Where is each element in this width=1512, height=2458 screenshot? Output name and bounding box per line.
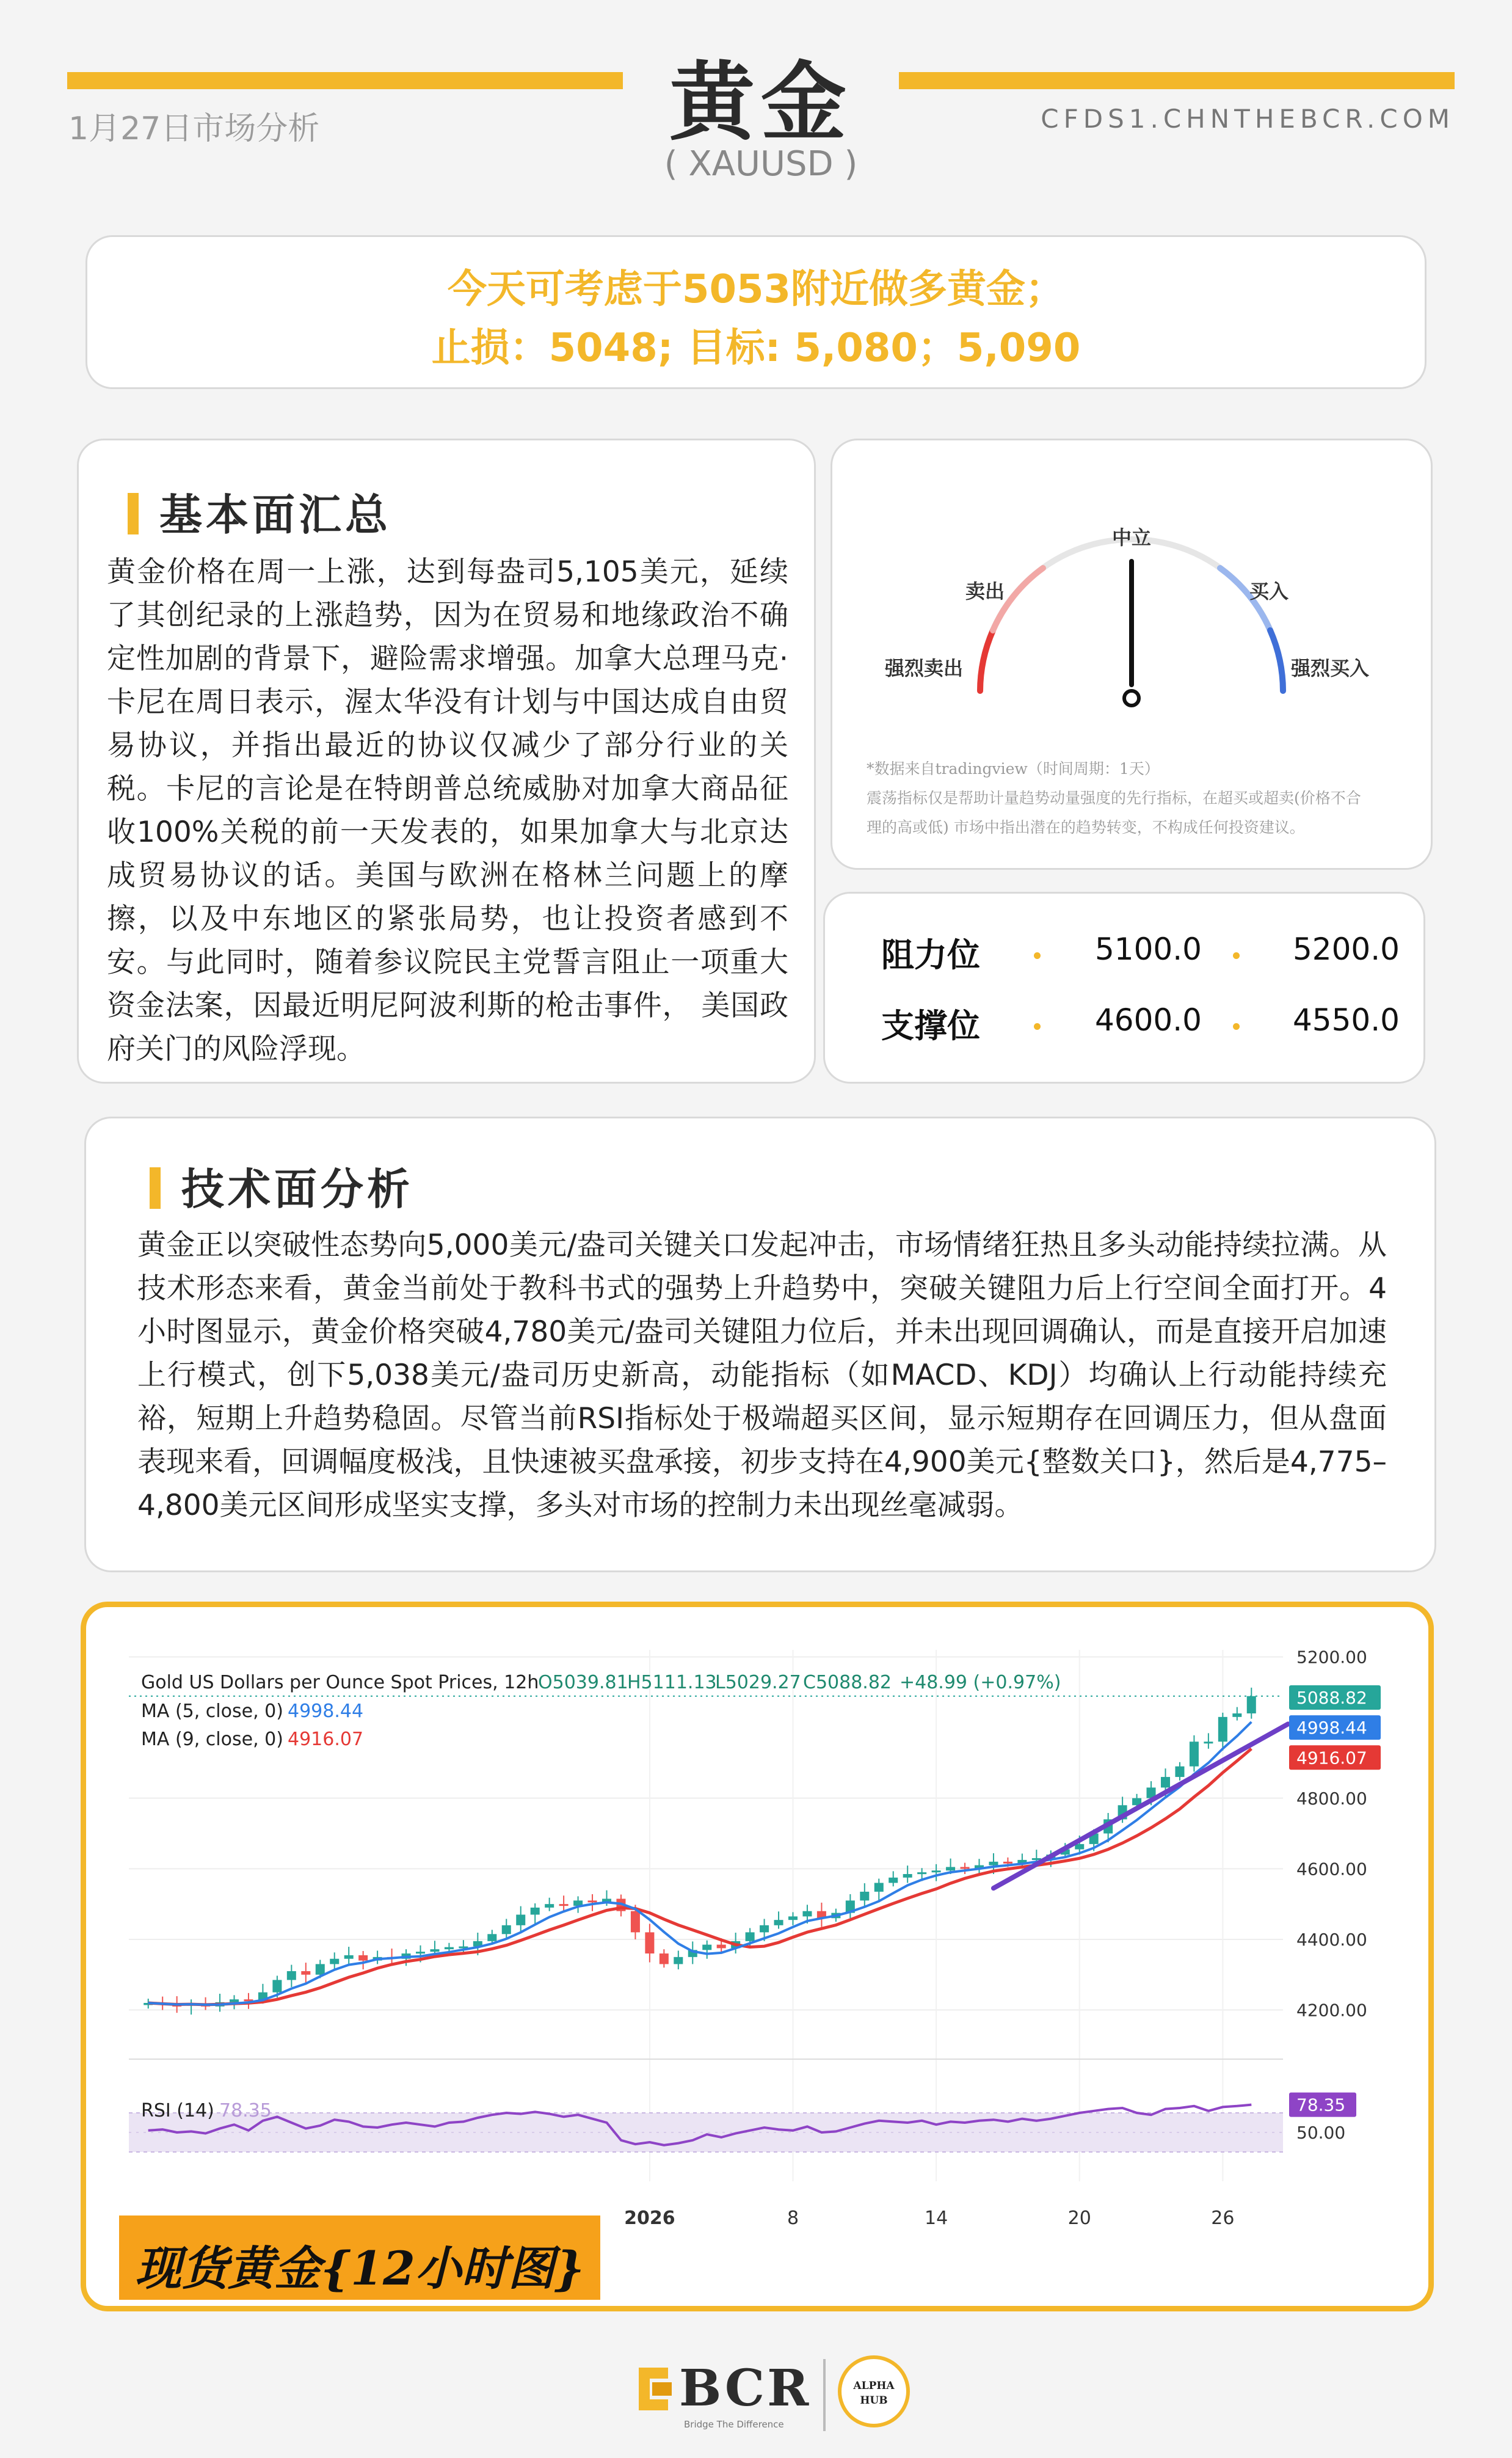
candle-body [358,1955,368,1961]
candle-body [588,1900,597,1902]
candle-body [802,1911,812,1917]
gauge-note-1: *数据来自tradingview（时间周期：1天） [867,760,1160,778]
rsi-legend: RSI (14) [141,2100,214,2121]
candle-body [889,1878,898,1883]
candle-body [946,1867,955,1870]
candle-body [545,1904,554,1908]
gauge-label-neutral: 中立 [1111,526,1152,549]
fundamentals-card [77,439,816,1084]
candle-body [989,1862,998,1865]
price-tick-label: 4800.00 [1296,1788,1367,1809]
gauge-arc-strong-sell [980,630,993,691]
candle-body [1232,1713,1241,1717]
candle-body [230,1999,239,2002]
candle-body [702,1945,711,1950]
resistance-2: 5200.0 [1293,932,1400,967]
candle-body [917,1872,926,1874]
candle-body [660,1953,669,1964]
price-tick-label: 4600.00 [1296,1859,1367,1880]
gauge-arc-strong-buy [1270,630,1283,691]
header-right-bar [899,72,1455,89]
resistance-1: 5100.0 [1095,932,1202,967]
chart-title: Gold US Dollars per Ounce Spot Prices, 12h [141,1672,539,1693]
candle-body [932,1870,941,1872]
trendline [994,1724,1288,1888]
alpha-hub-line-1: ALPHA [853,2380,895,2392]
ma5-tag: 4998.44 [1296,1718,1367,1738]
candle-body [631,1911,640,1933]
candle-body [645,1932,654,1953]
candle-body [316,1964,325,1974]
recommendation-line-1: 今天可考虑于5053附近做多黄金； [447,267,1065,312]
candle-body [1175,1767,1184,1777]
time-axis-label: 26 [1211,2208,1235,2229]
candle-body [272,1980,282,1992]
time-axis-label: 20 [1067,2208,1091,2229]
ohlc-close: C5088.82 [803,1672,892,1693]
fundamentals-title [128,481,391,542]
chart-card [81,1602,1434,2311]
gauge-label-sell: 卖出 [965,580,1005,603]
rsi-tag: 78.35 [1296,2095,1346,2115]
support-1: 4600.0 [1095,1002,1202,1038]
ma9-line [148,1749,1252,2005]
candle-body [788,1916,798,1920]
price-tick-label: 5200.00 [1296,1647,1367,1668]
gauge-card [831,439,1433,870]
candle-body [860,1892,869,1900]
chart-caption-text: 现货黄金{12小时图} [135,2241,584,2296]
resistance-label: 阻力位 [881,936,980,974]
alpha-hub-badge [838,2355,910,2427]
support-dot-1 [1034,1023,1041,1030]
bcr-logo-sub: Bridge The Difference [684,2419,784,2430]
candle-body [430,1949,439,1952]
gauge-note-3: 理的高或低) 市场中指出潜在的趋势转变，不构成任何投资建议。 [867,819,1305,836]
gauge-note-2: 震荡指标仅是帮助计量趋势动量强度的先行指标，在超买或超卖(价格不合 [867,789,1361,807]
rsi-tick-label: 50.00 [1296,2123,1346,2143]
price-tick-label: 4200.00 [1296,2000,1367,2021]
support-dot-2 [1233,1023,1240,1030]
gauge-label-buy: 买入 [1249,580,1289,603]
candle-body [1003,1862,1012,1864]
candle-body [287,1971,296,1980]
ma5-legend-value: 4998.44 [288,1701,364,1722]
rsi-legend-value: 78.35 [219,2100,272,2121]
candle-body [1247,1696,1256,1713]
title-accent [128,493,139,534]
candle-body [445,1947,454,1949]
bcr-logo-mark-icon [634,2361,677,2416]
candle-body [746,1932,755,1941]
candle-body [487,1934,496,1941]
candle-body [516,1914,525,1925]
page-title: 黄金 [669,53,852,153]
candle-body [1190,1741,1199,1766]
fundamentals-title-text: 基本面汇总 [159,490,391,540]
candle-body [903,1874,912,1878]
ohlc-low: L5029.27 [715,1672,801,1693]
technical-card [84,1117,1436,1572]
candle-body [674,1957,683,1964]
bcr-logo-text: BCR [679,2359,812,2418]
levels-card [823,892,1425,1084]
header-left-bar [67,72,623,89]
candle-body [330,1959,339,1964]
candle-body [717,1945,726,1949]
candle-body [301,1971,310,1975]
resistance-dot-1 [1034,952,1041,959]
fundamentals-body: 黄金价格在周一上涨，达到每盎司5,105美元，延续了其创纪录的上涨趋势，因为在贸易和地缘政治不确定性加剧的背景下，避险需求增强。加拿大总理马克·卡尼在周日表示，渥太华没有计划与中国达成自由贸易协议，并指出最近的协议仅减少了部分行业的关税。卡尼的言论是在特朗普总统威胁对加拿大商品征收100%关税的前一天发表的，如果加拿大与北京达成贸易协议的话。美国与欧洲在格林兰问题上的摩擦，以及中东地区的紧张局势，也让投资者感到不安。与此同时，随着参议院民主党誓言阻止一项重大资金法案，因最近明尼阿波利斯的枪击事件， 美国政府关门的风险浮现。 [107,555,788,1066]
website-label: CFDS1.CHNTHEBCR.COM [1041,104,1455,134]
candle-body [961,1867,970,1869]
alpha-hub-line-2: HUB [860,2394,888,2407]
ma5-line [148,1722,1252,2005]
technical-body: 黄金正以突破性态势向5,000美元/盎司关键关口发起冲击，市场情绪狂热且多头动能持续拉满。从技术形态来看，黄金当前处于教科书式的强势上升趋势中，突破关键阻力后上行空间全面打开。4小时图显示，黄金价格突破4,780美元/盎司关键阻力位后，并未出现回调确认，而是直接开启加速上行模式，创下5,038美元/盎司历史新高，动能指标（如MACD、KDJ）均确认上行动能持续充裕，短期上升趋势稳固。尽管当前RSI指标处于极端超买区间，显示短期存在回调压力，但从盘面表现来看，回调幅度极浅，且快速被买盘承接，初步支持在4,900美元{整数关口}，然后是4,775–4,800美元区间形成坚实支撑，多头对市场的控制力未出现丝毫减弱。 [137,1228,1387,1522]
page-subtitle: ( XAUUSD ) [664,144,858,184]
technical-title-text: 技术面分析 [181,1164,413,1214]
support-label: 支撑位 [881,1007,980,1045]
title-accent [150,1167,161,1209]
resistance-dot-2 [1233,952,1240,959]
recommendation-card [85,235,1427,389]
chart-caption [119,2215,600,2300]
candle-body [760,1925,769,1933]
last-price-tag: 5088.82 [1296,1688,1367,1709]
time-axis-label: 14 [925,2208,948,2229]
ohlc-open: O5039.81 [538,1672,628,1693]
ma9-tag: 4916.07 [1296,1748,1367,1768]
ohlc-high: H5111.13 [627,1672,717,1693]
support-2: 4550.0 [1293,1002,1400,1038]
ma5-legend: MA (5, close, 0) [141,1701,283,1722]
candle-body [1204,1741,1213,1743]
price-tick-label: 4400.00 [1296,1929,1367,1950]
candle-body [1161,1777,1170,1787]
price-chart [86,1607,1428,2306]
candle-body [1218,1717,1227,1741]
time-axis-label: 2026 [624,2208,675,2229]
rsi-overbought-band [129,2113,1283,2152]
logo-divider [823,2359,826,2431]
candle-body [774,1920,783,1925]
candle-body [502,1925,511,1934]
bcr-logo [634,2355,811,2435]
gauge-label-strong-sell: 强烈卖出 [884,657,964,680]
candle-body [559,1904,569,1906]
ma9-legend-value: 4916.07 [288,1729,364,1750]
date-label: 1月27日市场分析 [68,111,320,147]
candle-body [344,1955,354,1959]
candle-body [874,1883,884,1891]
candle-body [531,1908,540,1915]
recommendation-line-2: 止损：5048; 目标: 5,080；5,090 [431,326,1081,371]
ma9-legend: MA (9, close, 0) [141,1729,283,1750]
gauge-label-strong-buy: 强烈买入 [1290,657,1370,680]
time-axis-label: 8 [787,2208,799,2229]
ohlc-change: +48.99 (+0.97%) [900,1672,1061,1693]
technical-title [150,1155,413,1217]
sentiment-gauge [832,459,1431,728]
candle-body [416,1952,425,1953]
gauge-pivot [1124,691,1139,706]
